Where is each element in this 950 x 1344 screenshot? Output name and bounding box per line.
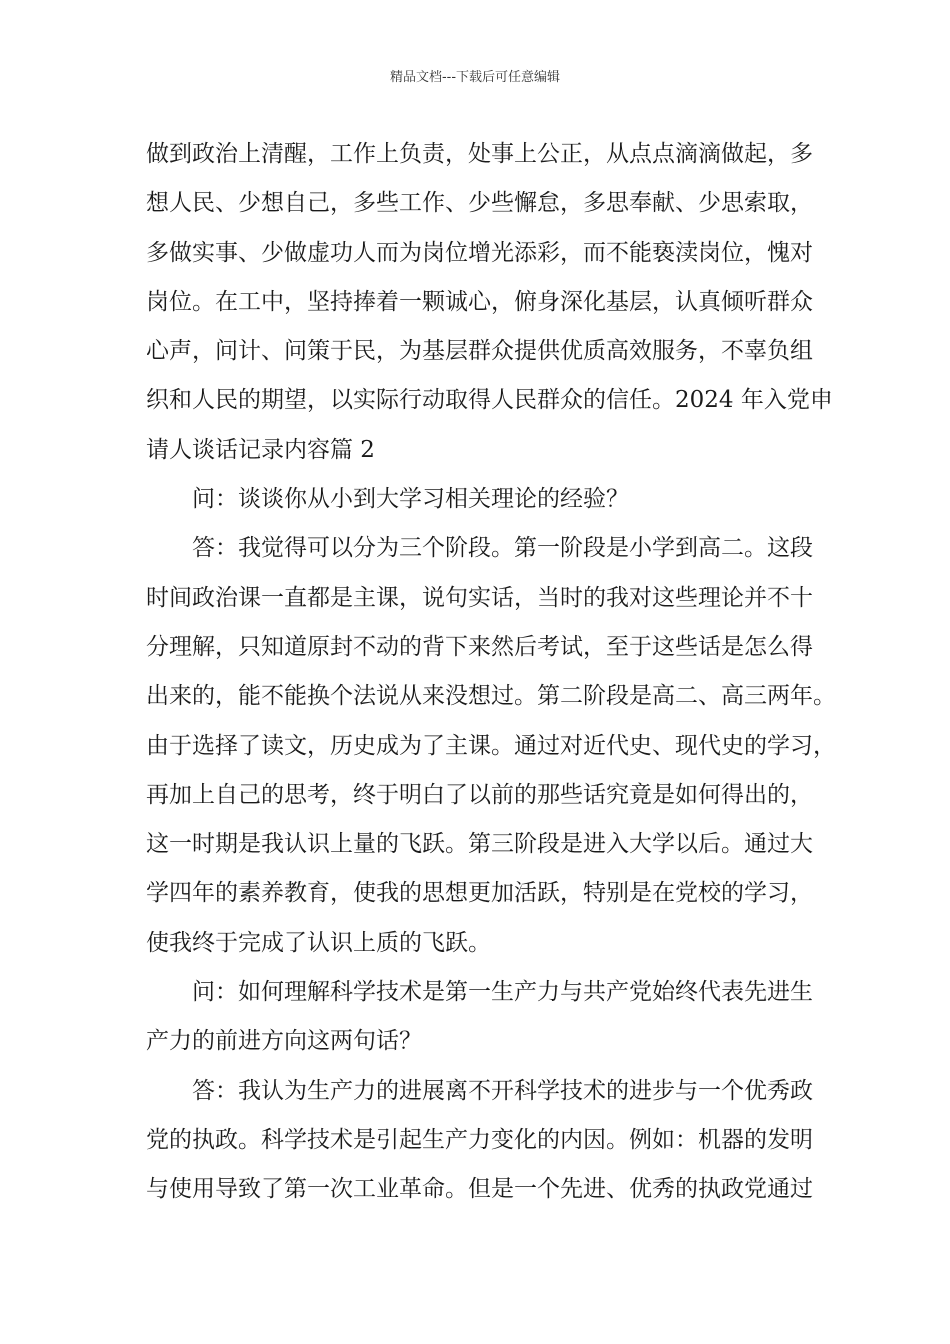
document-body — [146, 130, 836, 1215]
text-line: 问：谈谈你从小到大学习相关理论的经验？ — [192, 486, 629, 513]
text-line: 多做实事、少做虚功人而为岗位增光添彩，而不能亵渎岗位，愧对 — [146, 239, 813, 266]
text-line: 分理解，只知道原封不动的背下来然后考试，至于这些话是怎么得 — [146, 633, 813, 660]
text-line: 问：如何理解科学技术是第一生产力与共产党始终代表先进生 — [192, 979, 813, 1006]
text-line: 答：我觉得可以分为三个阶段。第一阶段是小学到高二。这段 — [192, 535, 813, 562]
text-line: 使我终于完成了认识上质的飞跃。 — [146, 929, 491, 956]
text-line: 岗位。在工中，坚持捧着一颗诚心，俯身深化基层，认真倾听群众 — [146, 288, 813, 315]
text-line: 党的执政。科学技术是引起生产力变化的内因。例如：机器的发明 — [146, 1126, 813, 1153]
text-line: 再加上自己的思考，终于明白了以前的那些话究竟是如何得出的， — [146, 781, 813, 808]
page-header: 精品文档---下载后可任意编辑 — [389, 70, 561, 85]
text-line: 学四年的素养教育，使我的思想更加活跃，特别是在党校的学习， — [146, 880, 813, 907]
text-line: 想人民、少想自己，多些工作、少些懈怠，多思奉献、少思索取， — [146, 190, 813, 217]
text-line: 时间政治课一直都是主课，说句实话，当时的我对这些理论并不十 — [146, 584, 813, 611]
text-line: 由于选择了读文，历史成为了主课。通过对近代史、现代史的学习， — [146, 732, 836, 759]
text-line: 做到政治上清醒，工作上负责，处事上公正，从点点滴滴做起，多 — [146, 141, 813, 167]
text-line: 织和人民的期望，以实际行动取得人民群众的信任。2024 年入党申 — [146, 387, 833, 414]
text-line: 出来的，能不能换个法说从来没想过。第二阶段是高二、高三两年。 — [146, 683, 836, 710]
text-line: 答：我认为生产力的进展离不开科学技术的进步与一个优秀政 — [192, 1077, 813, 1104]
text-line: 这一时期是我认识上量的飞跃。第三阶段是进入大学以后。通过大 — [146, 831, 813, 858]
text-line: 产力的前进方向这两句话？ — [146, 1028, 422, 1055]
text-line: 请人谈话记录内容篇 2 — [146, 436, 375, 463]
text-line: 与使用导致了第一次工业革命。但是一个先进、优秀的执政党通过 — [146, 1176, 813, 1203]
text-line: 心声，问计、问策于民，为基层群众提供优质高效服务，不辜负组 — [146, 338, 813, 365]
